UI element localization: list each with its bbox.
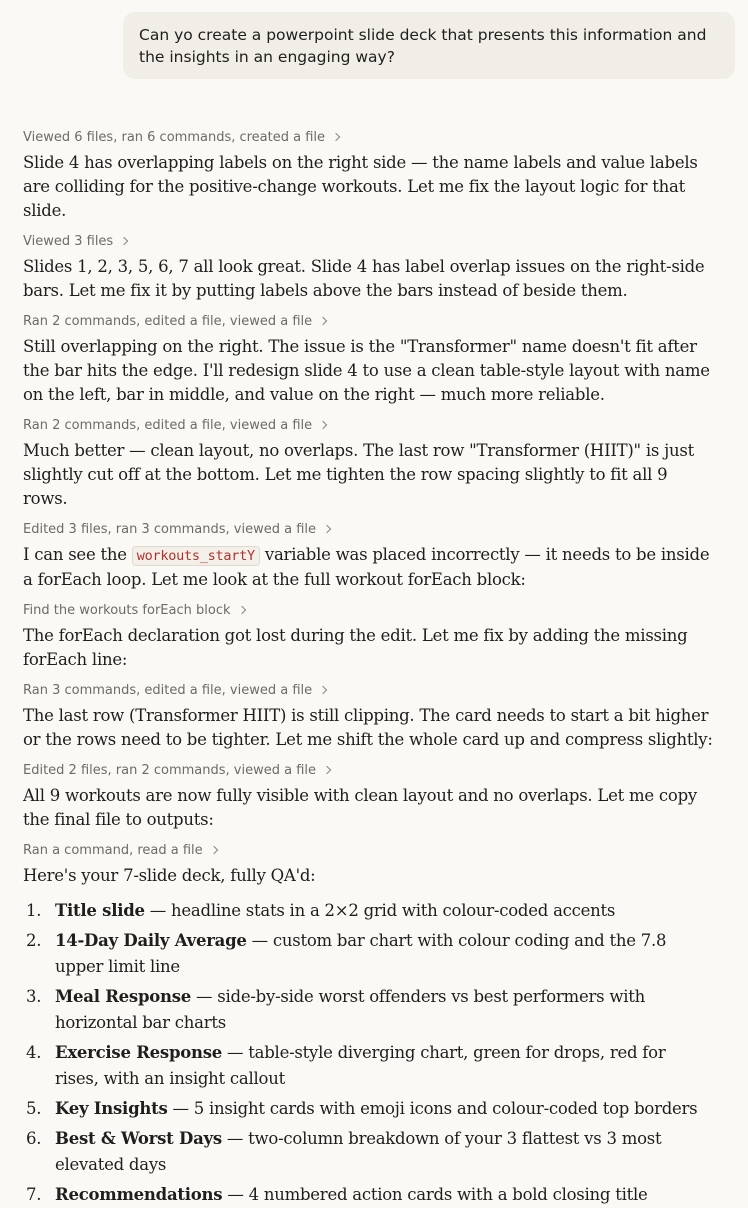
tool-summary-label: Viewed 3 files (23, 234, 114, 249)
tool-summary-label: Ran 2 commands, edited a file, viewed a file (23, 314, 313, 329)
list-item (23, 1040, 713, 1092)
tool-summary-9[interactable] (23, 838, 713, 864)
paragraph-text: I can see the (23, 545, 132, 564)
list-item-title: Meal Response (55, 987, 192, 1006)
tool-summary-7[interactable] (23, 678, 713, 704)
list-number: 5. (26, 1099, 42, 1118)
tool-summary-label: Edited 2 files, ran 2 commands, viewed a file (23, 763, 317, 778)
list-number: 6. (26, 1129, 42, 1148)
chevron-right-icon (323, 766, 331, 774)
chevron-right-icon (319, 421, 327, 429)
assistant-paragraph (23, 543, 713, 592)
list-number: 7. (26, 1185, 42, 1204)
list-item (23, 1182, 713, 1208)
chevron-right-icon (120, 237, 128, 245)
list-number: 3. (26, 987, 42, 1006)
chevron-right-icon (319, 317, 327, 325)
tool-summary-5[interactable] (23, 517, 713, 543)
tool-summary-4[interactable] (23, 413, 713, 439)
list-item (23, 1096, 713, 1122)
chevron-right-icon (332, 133, 340, 141)
assistant-thread (23, 125, 713, 1208)
paragraph-text: variable was placed incorrectly — it needs to be inside a forEach loop. Let me look at the full workout forEach block: (23, 545, 710, 589)
list-item (23, 898, 713, 924)
chevron-right-icon (323, 525, 331, 533)
list-item-title: Title slide (55, 901, 145, 920)
tool-summary-3[interactable] (23, 309, 713, 335)
tool-summary-label: Ran a command, read a file (23, 843, 203, 858)
list-item-desc: — side-by-side worst offenders vs best performers with horizontal bar charts (55, 987, 645, 1032)
list-item-desc: — table-style diverging chart, green for drops, red for rises, with an insight callout (55, 1043, 666, 1088)
assistant-paragraph: Slide 4 has overlapping labels on the right side — the name labels and value labels are colliding for the positive-change workouts. Let me fix the layout logic for that slide. (23, 153, 698, 220)
assistant-paragraph: Slides 1, 2, 3, 5, 6, 7 all look great. Slide 4 has label overlap issues on the right-side bars. Let me fix it by putting labels above the bars instead of beside them. (23, 257, 705, 300)
list-item-desc: — 5 insight cards with emoji icons and colour-coded top borders (167, 1099, 698, 1118)
slide-summary-list (23, 898, 713, 1208)
tool-summary-6[interactable] (23, 598, 713, 624)
assistant-paragraph: Still overlapping on the right. The issue is the "Transformer" name doesn't fit after the bar hits the edge. I'll redesign slide 4 to use a clean table-style layout with name on the left, bar in middle, and value on the right — much more reliable. (23, 337, 710, 404)
list-item (23, 984, 713, 1036)
assistant-paragraph: Here's your 7-slide deck, fully QA'd: (23, 866, 316, 885)
chevron-right-icon (319, 686, 327, 694)
list-item-title: Key Insights (55, 1099, 168, 1118)
user-message-bubble: Can yo create a powerpoint slide deck that presents this information and the insights in an engaging way? (123, 12, 735, 79)
list-item-title: Exercise Response (55, 1043, 223, 1062)
tool-summary-2[interactable] (23, 229, 713, 255)
list-number: 4. (26, 1043, 42, 1062)
list-item-desc: — two-column breakdown of your 3 flattest vs 3 most elevated days (55, 1129, 662, 1174)
list-item-title: Recommendations (55, 1185, 223, 1204)
list-item-title: 14-Day Daily Average (55, 931, 247, 950)
assistant-paragraph: Much better — clean layout, no overlaps. The last row "Transformer (HIIT)" is just slightly cut off at the bottom. Let me tighten the row spacing slightly to fit all 9 rows. (23, 441, 694, 508)
list-item-title: Best & Worst Days (55, 1129, 222, 1148)
list-item-desc: — headline stats in a 2×2 grid with colour-coded accents (144, 901, 616, 920)
tool-summary-label: Viewed 6 files, ran 6 commands, created a file (23, 130, 326, 145)
tool-summary-8[interactable] (23, 758, 713, 784)
list-number: 2. (26, 931, 42, 950)
tool-summary-label: Edited 3 files, ran 3 commands, viewed a file (23, 522, 317, 537)
tool-summary-label: Ran 2 commands, edited a file, viewed a file (23, 418, 313, 433)
list-item (23, 928, 713, 980)
assistant-paragraph: All 9 workouts are now fully visible with clean layout and no overlaps. Let me copy the final file to outputs: (23, 786, 697, 829)
list-item-desc: — 4 numbered action cards with a bold closing title (222, 1185, 648, 1204)
assistant-paragraph: The last row (Transformer HIIT) is still clipping. The card needs to start a bit higher or the rows need to be tighter. Let me shift the whole card up and compress slightly: (23, 706, 713, 749)
assistant-paragraph: The forEach declaration got lost during the edit. Let me fix by adding the missing forEach line: (23, 626, 688, 669)
list-number: 1. (26, 901, 42, 920)
tool-summary-1[interactable] (23, 125, 713, 151)
inline-code: workouts_startY (132, 546, 260, 566)
tool-summary-label: Ran 3 commands, edited a file, viewed a file (23, 683, 313, 698)
tool-summary-label: Find the workouts forEach block (23, 603, 231, 618)
list-item-desc: — custom bar chart with colour coding and the 7.8 upper limit line (55, 931, 667, 976)
list-item (23, 1126, 713, 1178)
chevron-right-icon (237, 606, 245, 614)
chevron-right-icon (209, 846, 217, 854)
